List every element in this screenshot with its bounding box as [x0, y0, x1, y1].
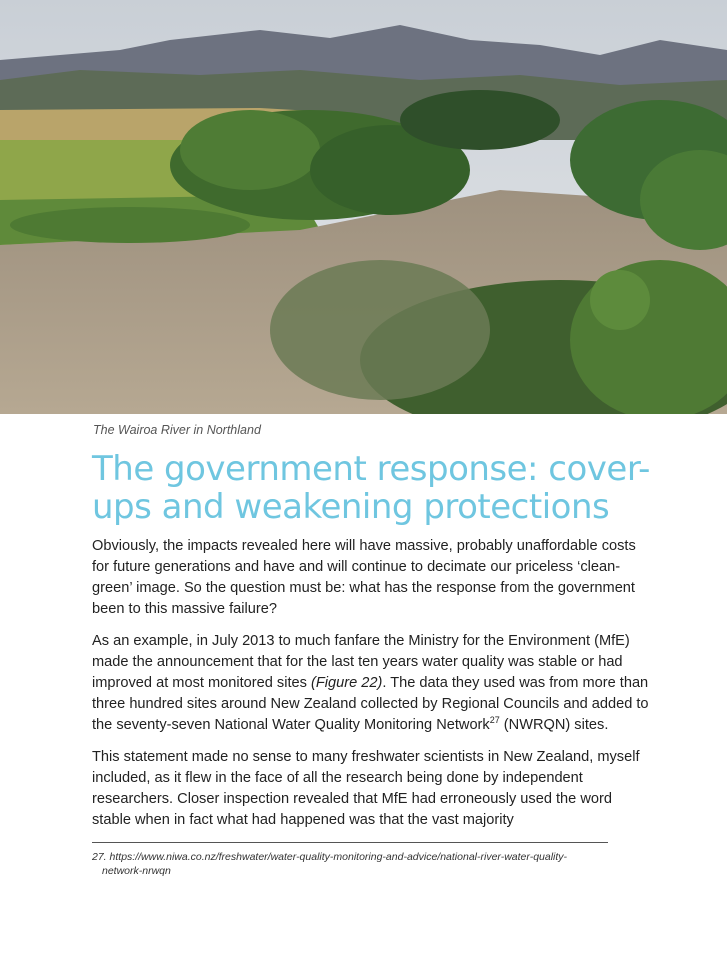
paragraph-2-part-c: (NWRQN) sites. — [499, 717, 609, 733]
body-text — [92, 536, 652, 842]
paragraph-2-part-b: . The data they used was from more than three hundred sites around New Zealand collected by Regional Councils and added to the seventy-seven National Water Quality Monitoring Network — [92, 675, 649, 733]
footnote-divider — [92, 842, 608, 843]
paragraph-2 — [92, 631, 652, 736]
river-landscape-image — [0, 0, 727, 414]
paragraph-3: This statement made no sense to many freshwater scientists in New Zealand, myself included, as it flew in the face of all the research being done by independent researchers. Closer inspection revealed that MfE had erroneously used the word stable when in fact what had happened was that the vast majority — [92, 749, 640, 828]
footnote-line-1: 27. https://www.niwa.co.nz/freshwater/water-quality-monitoring-and-advice/national-river-water-quality- — [92, 851, 568, 863]
footnote — [92, 851, 612, 878]
figure-reference: (Figure 22) — [311, 675, 383, 691]
footnote-marker: 27 — [489, 715, 500, 726]
paragraph-1: Obviously, the impacts revealed here will have massive, probably unaffordable costs for future generations and have and will continue to decimate our priceless ‘clean-green’ image. So the question must be: what has the response from the government been to this massive failure? — [92, 538, 636, 617]
river-photo — [0, 0, 727, 414]
section-heading: The government response: cover-ups and weakening protections — [92, 449, 650, 527]
photo-caption: The Wairoa River in Northland — [93, 423, 261, 437]
footnote-line-2: network-nrwqn — [102, 864, 171, 877]
paragraph-2-part-a: As an example, in July 2013 to much fanfare the Ministry for the Environment (MfE) made the announcement that for the last ten years water quality was stable or had improved at most monitored sites — [92, 633, 630, 691]
